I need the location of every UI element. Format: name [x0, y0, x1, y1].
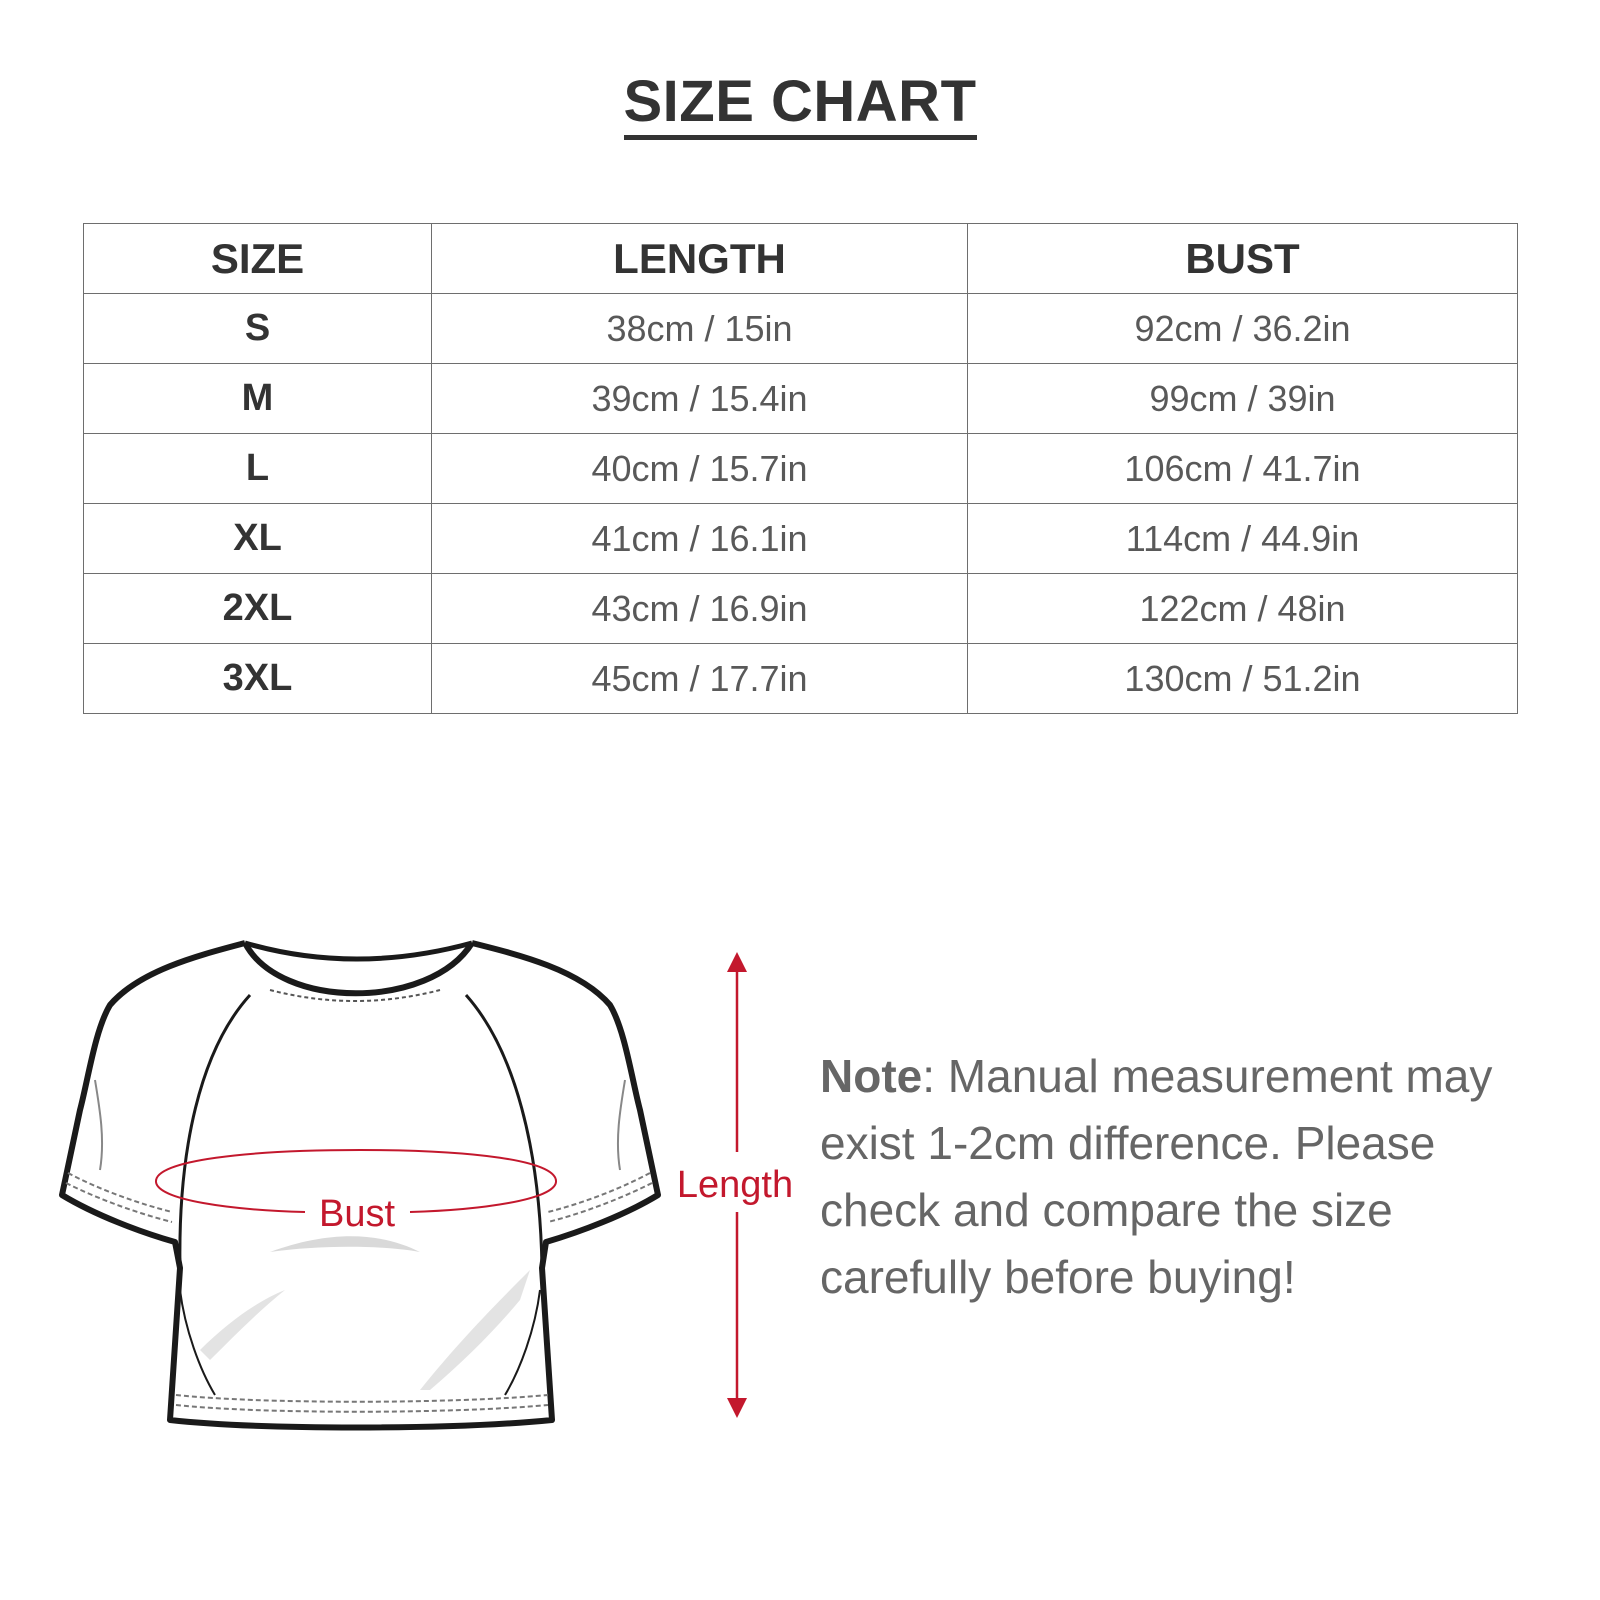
size-cell: M: [84, 364, 432, 434]
length-cell: 43cm / 16.9in: [432, 574, 968, 644]
bust-cell: 122cm / 48in: [968, 574, 1518, 644]
note-label: Note: [820, 1050, 923, 1102]
size-cell: S: [84, 294, 432, 364]
length-cell: 39cm / 15.4in: [432, 364, 968, 434]
bust-cell: 99cm / 39in: [968, 364, 1518, 434]
header-length: LENGTH: [432, 224, 968, 294]
header-size: SIZE: [84, 224, 432, 294]
length-cell: 45cm / 17.7in: [432, 644, 968, 714]
length-measure-arrow: [677, 952, 793, 1418]
header-bust: BUST: [968, 224, 1518, 294]
length-cell: 38cm / 15in: [432, 294, 968, 364]
size-cell: 2XL: [84, 574, 432, 644]
arrow-down-icon: [727, 1398, 747, 1418]
note-text: [820, 1043, 1540, 1311]
bust-label: Bust: [318, 1193, 396, 1235]
size-cell: 3XL: [84, 644, 432, 714]
length-cell: 41cm / 16.1in: [432, 504, 968, 574]
size-cell: L: [84, 434, 432, 504]
length-label: Length: [676, 1164, 794, 1206]
arrow-up-icon: [727, 952, 747, 972]
bust-cell: 92cm / 36.2in: [968, 294, 1518, 364]
bust-cell: 106cm / 41.7in: [968, 434, 1518, 504]
size-cell: XL: [84, 504, 432, 574]
note-body: : Manual measurement may exist 1-2cm difference. Please check and compare the size carefully before buying!: [820, 1050, 1493, 1303]
bust-cell: 114cm / 44.9in: [968, 504, 1518, 574]
t-shirt-icon: [62, 943, 658, 1428]
bust-cell: 130cm / 51.2in: [968, 644, 1518, 714]
length-cell: 40cm / 15.7in: [432, 434, 968, 504]
title-text: SIZE CHART: [624, 71, 977, 140]
